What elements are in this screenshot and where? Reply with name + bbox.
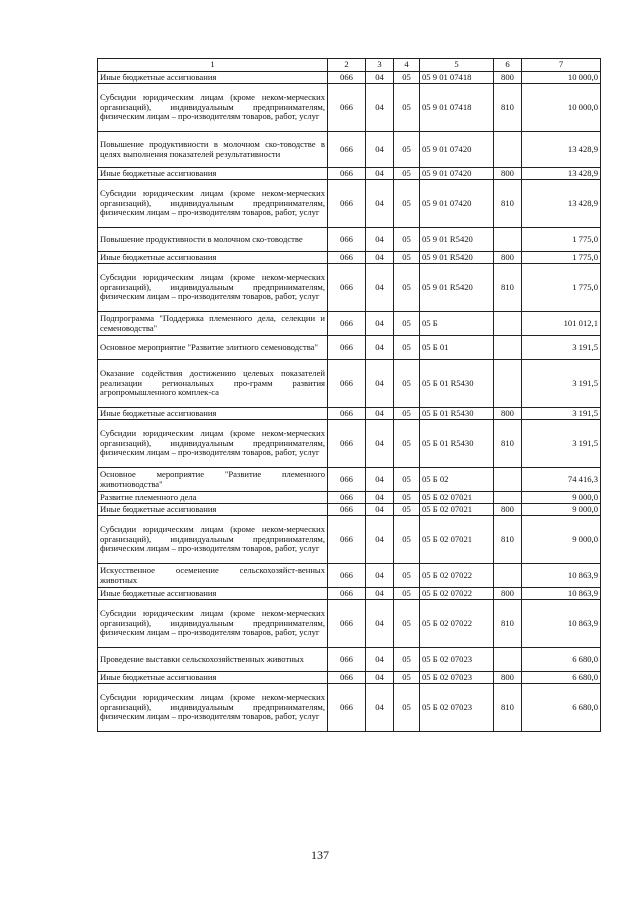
target-article-cell: 05 Б 01 R5430	[420, 420, 494, 468]
target-article-cell: 05 9 01 R5420	[420, 228, 494, 252]
section-cell: 04	[366, 168, 394, 180]
amount-cell: 101 012,1	[522, 312, 601, 336]
section-cell: 04	[366, 648, 394, 672]
header-cell-3: 3	[366, 59, 394, 72]
ministry-code-cell: 066	[328, 168, 366, 180]
amount-cell: 74 416,3	[522, 468, 601, 492]
section-cell: 04	[366, 564, 394, 588]
subsection-cell: 05	[394, 132, 420, 168]
subsection-cell: 05	[394, 408, 420, 420]
subsection-cell: 05	[394, 84, 420, 132]
target-article-cell: 05 Б 01 R5430	[420, 360, 494, 408]
page-number: 137	[311, 848, 329, 862]
ministry-code-cell: 066	[328, 132, 366, 168]
ministry-code-cell: 066	[328, 72, 366, 84]
ministry-code-cell: 066	[328, 588, 366, 600]
subsection-cell: 05	[394, 336, 420, 360]
item-name-cell: Субсидии юридическим лицам (кроме неком-мерческих организаций), индивидуальным предпринимателям, физическим лицам – про-изводителям товаров, работ, услуг	[98, 84, 328, 132]
header-cell-5: 5	[420, 59, 494, 72]
target-article-cell: 05 Б 02 07021	[420, 504, 494, 516]
amount-cell: 13 428,9	[522, 132, 601, 168]
ministry-code-cell: 066	[328, 264, 366, 312]
expense-type-cell: 800	[494, 168, 522, 180]
section-cell: 04	[366, 516, 394, 564]
item-name-cell: Подпрограмма "Поддержка племенного дела, селекции и семеноводства"	[98, 312, 328, 336]
item-name-cell: Иные бюджетные ассигнования	[98, 168, 328, 180]
amount-cell: 10 863,9	[522, 600, 601, 648]
amount-cell: 3 191,5	[522, 408, 601, 420]
item-name-cell: Развитие племенного дела	[98, 492, 328, 504]
ministry-code-cell: 066	[328, 336, 366, 360]
item-name-cell: Субсидии юридическим лицам (кроме неком-мерческих организаций), индивидуальным предпринимателям, физическим лицам – про-изводителям товаров, работ, услуг	[98, 684, 328, 732]
target-article-cell: 05 9 01 07420	[420, 168, 494, 180]
ministry-code-cell: 066	[328, 360, 366, 408]
subsection-cell: 05	[394, 492, 420, 504]
ministry-code-cell: 066	[328, 516, 366, 564]
amount-cell: 13 428,9	[522, 180, 601, 228]
amount-cell: 1 775,0	[522, 264, 601, 312]
amount-cell: 3 191,5	[522, 336, 601, 360]
section-cell: 04	[366, 72, 394, 84]
expense-type-cell	[494, 312, 522, 336]
subsection-cell: 05	[394, 672, 420, 684]
expense-type-cell	[494, 360, 522, 408]
target-article-cell: 05 9 01 R5420	[420, 264, 494, 312]
section-cell: 04	[366, 672, 394, 684]
item-name-cell: Проведение выставки сельскохозяйственных животных	[98, 648, 328, 672]
header-cell-2: 2	[328, 59, 366, 72]
amount-cell: 13 428,9	[522, 168, 601, 180]
target-article-cell: 05 Б 02 07021	[420, 492, 494, 504]
target-article-cell: 05 Б 02 07023	[420, 684, 494, 732]
ministry-code-cell: 066	[328, 420, 366, 468]
table-row	[98, 468, 601, 492]
section-cell: 04	[366, 600, 394, 648]
item-name-cell: Основное мероприятие "Развитие племенного животноводства"	[98, 468, 328, 492]
target-article-cell: 05 9 01 R5420	[420, 252, 494, 264]
ministry-code-cell: 066	[328, 564, 366, 588]
expense-type-cell	[494, 564, 522, 588]
expense-type-cell: 810	[494, 684, 522, 732]
expense-type-cell: 800	[494, 588, 522, 600]
amount-cell: 10 000,0	[522, 72, 601, 84]
table-row	[98, 600, 601, 648]
table-row	[98, 252, 601, 264]
target-article-cell: 05 Б 02 07023	[420, 648, 494, 672]
item-name-cell: Иные бюджетные ассигнования	[98, 504, 328, 516]
section-cell: 04	[366, 408, 394, 420]
expense-type-cell: 810	[494, 600, 522, 648]
table-row	[98, 180, 601, 228]
amount-cell: 6 680,0	[522, 684, 601, 732]
table-row	[98, 672, 601, 684]
table-row	[98, 564, 601, 588]
target-article-cell: 05 Б 01 R5430	[420, 408, 494, 420]
section-cell: 04	[366, 360, 394, 408]
ministry-code-cell: 066	[328, 492, 366, 504]
expense-type-cell	[494, 468, 522, 492]
table-row	[98, 492, 601, 504]
item-name-cell: Искусственное осеменение сельскохозяйст-венных животных	[98, 564, 328, 588]
target-article-cell: 05 9 01 07418	[420, 72, 494, 84]
expense-type-cell: 800	[494, 408, 522, 420]
expense-type-cell: 810	[494, 420, 522, 468]
section-cell: 04	[366, 252, 394, 264]
ministry-code-cell: 066	[328, 252, 366, 264]
item-name-cell: Иные бюджетные ассигнования	[98, 72, 328, 84]
table-row	[98, 684, 601, 732]
amount-cell: 9 000,0	[522, 516, 601, 564]
subsection-cell: 05	[394, 684, 420, 732]
amount-cell: 10 863,9	[522, 564, 601, 588]
budget-table	[97, 58, 601, 732]
ministry-code-cell: 066	[328, 504, 366, 516]
header-cell-4: 4	[394, 59, 420, 72]
amount-cell: 1 775,0	[522, 228, 601, 252]
subsection-cell: 05	[394, 648, 420, 672]
table-row	[98, 516, 601, 564]
subsection-cell: 05	[394, 420, 420, 468]
expense-type-cell: 800	[494, 252, 522, 264]
section-cell: 04	[366, 132, 394, 168]
table-row	[98, 408, 601, 420]
table-row	[98, 132, 601, 168]
table-row	[98, 72, 601, 84]
item-name-cell: Субсидии юридическим лицам (кроме неком-мерческих организаций), индивидуальным предпринимателям, физическим лицам – про-изводителям товаров, работ, услуг	[98, 420, 328, 468]
table-header-row	[98, 59, 601, 72]
section-cell: 04	[366, 468, 394, 492]
item-name-cell: Иные бюджетные ассигнования	[98, 672, 328, 684]
ministry-code-cell: 066	[328, 684, 366, 732]
amount-cell: 6 680,0	[522, 672, 601, 684]
table-row	[98, 588, 601, 600]
target-article-cell: 05 Б 02 07021	[420, 516, 494, 564]
table-row	[98, 648, 601, 672]
table-row	[98, 360, 601, 408]
target-article-cell: 05 Б 02 07022	[420, 588, 494, 600]
amount-cell: 3 191,5	[522, 420, 601, 468]
section-cell: 04	[366, 228, 394, 252]
subsection-cell: 05	[394, 516, 420, 564]
ministry-code-cell: 066	[328, 672, 366, 684]
expense-type-cell	[494, 648, 522, 672]
subsection-cell: 05	[394, 600, 420, 648]
ministry-code-cell: 066	[328, 180, 366, 228]
expense-type-cell	[494, 492, 522, 504]
subsection-cell: 05	[394, 264, 420, 312]
target-article-cell: 05 9 01 07418	[420, 84, 494, 132]
target-article-cell: 05 Б 01	[420, 336, 494, 360]
header-cell-6: 6	[494, 59, 522, 72]
expense-type-cell: 810	[494, 84, 522, 132]
item-name-cell: Иные бюджетные ассигнования	[98, 588, 328, 600]
section-cell: 04	[366, 84, 394, 132]
target-article-cell: 05 Б 02 07023	[420, 672, 494, 684]
item-name-cell: Субсидии юридическим лицам (кроме неком-мерческих организаций), индивидуальным предпринимателям, физическим лицам – про-изводителям товаров, работ, услуг	[98, 516, 328, 564]
ministry-code-cell: 066	[328, 228, 366, 252]
item-name-cell: Субсидии юридическим лицам (кроме неком-мерческих организаций), индивидуальным предпринимателям, физическим лицам – про-изводителям товаров, работ, услуг	[98, 600, 328, 648]
item-name-cell: Повышение продуктивности в молочном ско-товодстве в целях выполнения показателей результативности	[98, 132, 328, 168]
subsection-cell: 05	[394, 72, 420, 84]
section-cell: 04	[366, 336, 394, 360]
header-cell-7: 7	[522, 59, 601, 72]
section-cell: 04	[366, 312, 394, 336]
section-cell: 04	[366, 180, 394, 228]
item-name-cell: Субсидии юридическим лицам (кроме неком-мерческих организаций), индивидуальным предпринимателям, физическим лицам – про-изводителям товаров, работ, услуг	[98, 180, 328, 228]
subsection-cell: 05	[394, 168, 420, 180]
item-name-cell: Субсидии юридическим лицам (кроме неком-мерческих организаций), индивидуальным предпринимателям, физическим лицам – про-изводителям товаров, работ, услуг	[98, 264, 328, 312]
expense-type-cell: 800	[494, 72, 522, 84]
target-article-cell: 05 Б 02 07022	[420, 564, 494, 588]
item-name-cell: Иные бюджетные ассигнования	[98, 408, 328, 420]
section-cell: 04	[366, 420, 394, 468]
subsection-cell: 05	[394, 564, 420, 588]
expense-type-cell	[494, 336, 522, 360]
subsection-cell: 05	[394, 252, 420, 264]
ministry-code-cell: 066	[328, 648, 366, 672]
header-cell-1: 1	[98, 59, 328, 72]
section-cell: 04	[366, 504, 394, 516]
item-name-cell: Иные бюджетные ассигнования	[98, 252, 328, 264]
table-row	[98, 420, 601, 468]
expense-type-cell	[494, 132, 522, 168]
expense-type-cell: 810	[494, 516, 522, 564]
expense-type-cell: 800	[494, 672, 522, 684]
subsection-cell: 05	[394, 468, 420, 492]
ministry-code-cell: 066	[328, 600, 366, 648]
expense-type-cell	[494, 228, 522, 252]
ministry-code-cell: 066	[328, 468, 366, 492]
ministry-code-cell: 066	[328, 84, 366, 132]
target-article-cell: 05 Б	[420, 312, 494, 336]
amount-cell: 6 680,0	[522, 648, 601, 672]
amount-cell: 9 000,0	[522, 492, 601, 504]
amount-cell: 3 191,5	[522, 360, 601, 408]
section-cell: 04	[366, 588, 394, 600]
item-name-cell: Основное мероприятие "Развитие элитного семеноводства"	[98, 336, 328, 360]
amount-cell: 9 000,0	[522, 504, 601, 516]
subsection-cell: 05	[394, 312, 420, 336]
table-row	[98, 84, 601, 132]
table-row	[98, 336, 601, 360]
section-cell: 04	[366, 684, 394, 732]
expense-type-cell: 810	[494, 264, 522, 312]
table-row	[98, 312, 601, 336]
table-row	[98, 264, 601, 312]
section-cell: 04	[366, 264, 394, 312]
amount-cell: 10 000,0	[522, 84, 601, 132]
target-article-cell: 05 Б 02 07022	[420, 600, 494, 648]
expense-type-cell: 810	[494, 180, 522, 228]
expense-type-cell: 800	[494, 504, 522, 516]
subsection-cell: 05	[394, 180, 420, 228]
subsection-cell: 05	[394, 228, 420, 252]
subsection-cell: 05	[394, 504, 420, 516]
target-article-cell: 05 9 01 07420	[420, 132, 494, 168]
target-article-cell: 05 9 01 07420	[420, 180, 494, 228]
table-row	[98, 504, 601, 516]
amount-cell: 1 775,0	[522, 252, 601, 264]
item-name-cell: Оказание содействия достижению целевых показателей реализации региональных про-грамм развития агропромышленного комплек-са	[98, 360, 328, 408]
table-row	[98, 168, 601, 180]
subsection-cell: 05	[394, 588, 420, 600]
subsection-cell: 05	[394, 360, 420, 408]
target-article-cell: 05 Б 02	[420, 468, 494, 492]
ministry-code-cell: 066	[328, 312, 366, 336]
ministry-code-cell: 066	[328, 408, 366, 420]
amount-cell: 10 863,9	[522, 588, 601, 600]
section-cell: 04	[366, 492, 394, 504]
table-row	[98, 228, 601, 252]
item-name-cell: Повышение продуктивности в молочном ско-товодстве	[98, 228, 328, 252]
